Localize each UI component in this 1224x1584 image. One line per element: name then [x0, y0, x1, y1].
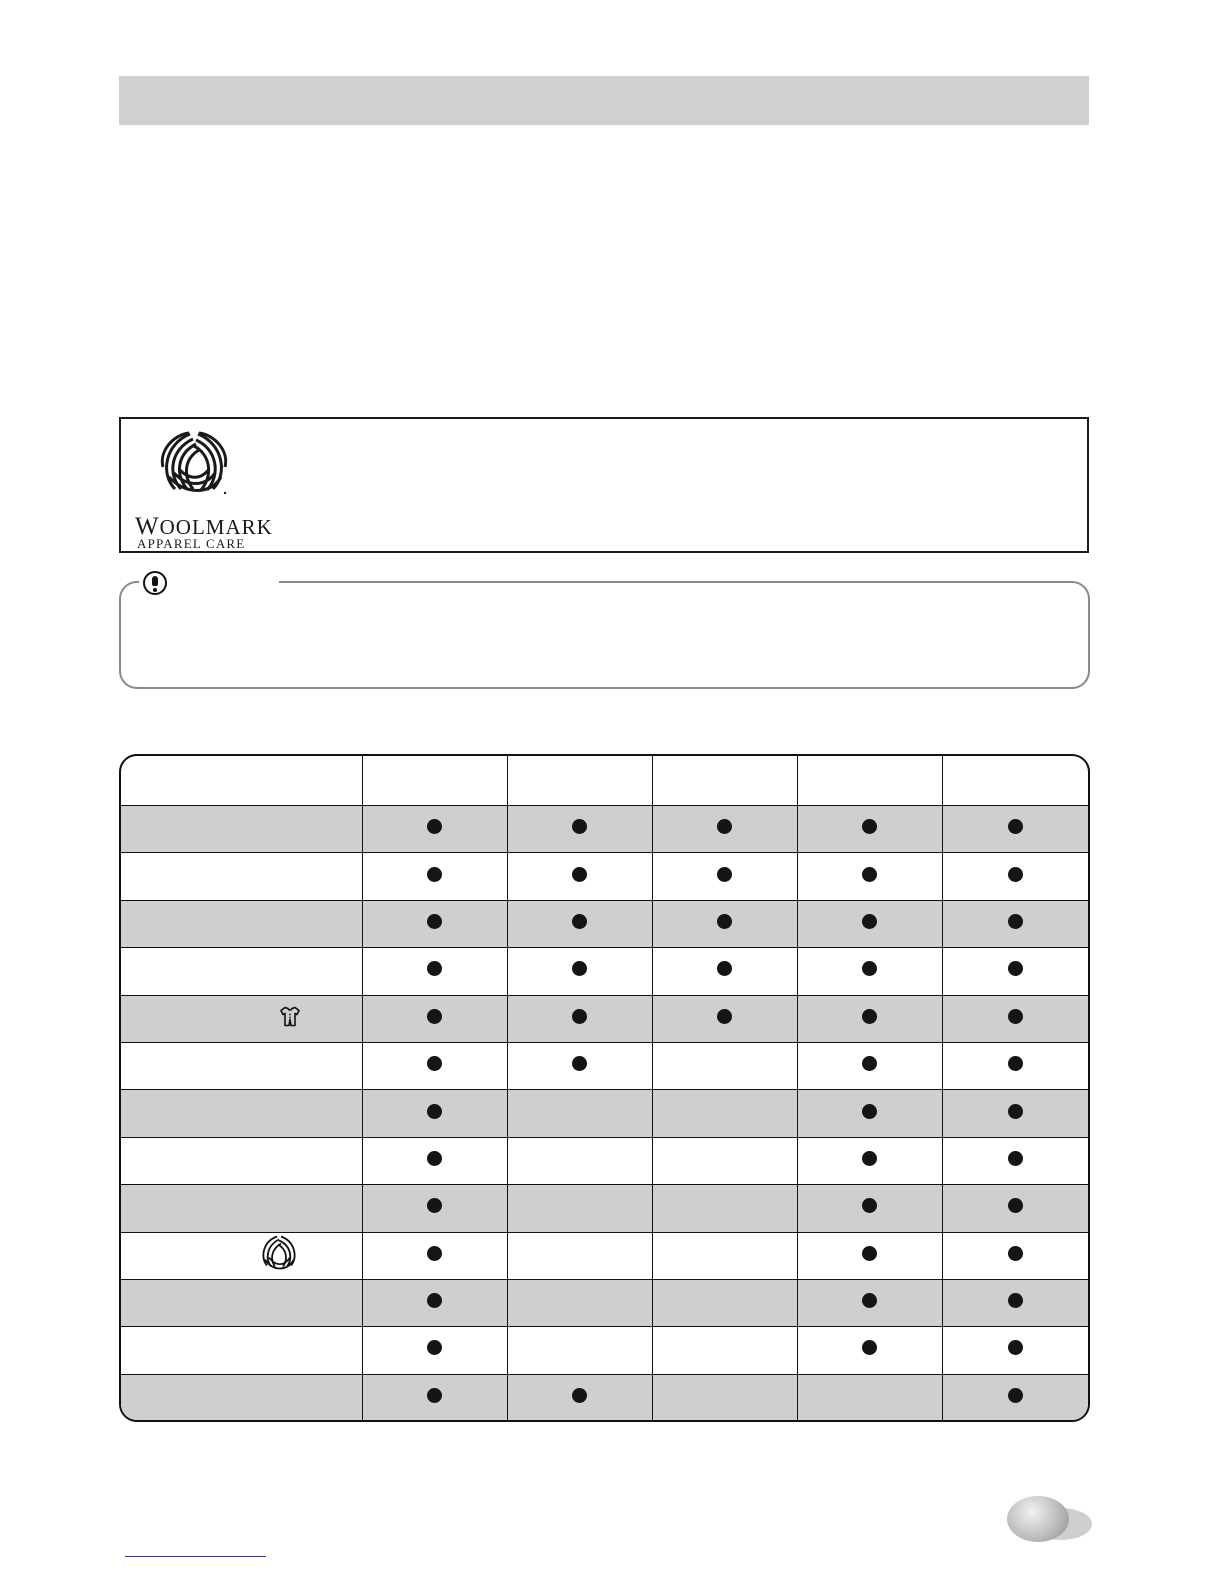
table-row-label-cell — [121, 853, 362, 900]
program-option-table — [119, 754, 1090, 1422]
available-dot-icon — [427, 914, 442, 929]
available-dot-icon — [1008, 914, 1023, 929]
table-cell — [362, 1327, 507, 1374]
available-dot-icon — [1008, 1293, 1023, 1308]
woolmark-brand-text: WOOLMARK — [135, 513, 273, 540]
caution-box — [119, 581, 1090, 689]
table-row — [121, 1279, 1088, 1326]
table-cell — [942, 1232, 1088, 1279]
table-cell — [942, 1374, 1088, 1421]
table-row — [121, 1137, 1088, 1184]
table-cell — [942, 1042, 1088, 1089]
table-cell — [362, 948, 507, 995]
available-dot-icon — [1008, 1009, 1023, 1024]
available-dot-icon — [717, 1009, 732, 1024]
available-dot-icon — [1008, 819, 1023, 834]
baby-clothes-icon — [278, 1005, 302, 1032]
table-cell — [652, 853, 797, 900]
table-row — [121, 995, 1088, 1042]
table-row — [121, 1090, 1088, 1137]
table-row — [121, 1374, 1088, 1421]
available-dot-icon — [427, 1151, 442, 1166]
caution-icon — [143, 571, 167, 595]
available-dot-icon — [1008, 867, 1023, 882]
table-cell — [797, 1042, 942, 1089]
woolmark-icon — [259, 1233, 299, 1278]
table-cell — [362, 1185, 507, 1232]
table-row — [121, 1042, 1088, 1089]
table-cell — [652, 900, 797, 947]
table-row-label-cell — [121, 1137, 362, 1184]
available-dot-icon — [427, 1198, 442, 1213]
available-dot-icon — [862, 1151, 877, 1166]
table-header-cell — [121, 756, 362, 806]
table-cell — [942, 806, 1088, 853]
table-cell — [797, 1279, 942, 1326]
available-dot-icon — [862, 1009, 877, 1024]
table-cell — [942, 948, 1088, 995]
table-row-label-cell — [121, 900, 362, 947]
available-dot-icon — [572, 1056, 587, 1071]
available-dot-icon — [862, 1198, 877, 1213]
available-dot-icon — [1008, 1388, 1023, 1403]
available-dot-icon — [427, 1340, 442, 1355]
available-dot-icon — [717, 819, 732, 834]
table-cell — [652, 995, 797, 1042]
available-dot-icon — [572, 867, 587, 882]
available-dot-icon — [717, 961, 732, 976]
table-row — [121, 1185, 1088, 1232]
table-cell — [652, 1327, 797, 1374]
table-cell — [797, 806, 942, 853]
woolmark-logo — [135, 429, 273, 551]
table-cell — [797, 1374, 942, 1421]
table-row — [121, 1327, 1088, 1374]
available-dot-icon — [1008, 1246, 1023, 1261]
table-cell — [797, 1137, 942, 1184]
table-cell — [652, 948, 797, 995]
table-cell — [507, 1185, 652, 1232]
available-dot-icon — [1008, 1056, 1023, 1071]
table-cell — [652, 1090, 797, 1137]
table-header-cell — [652, 756, 797, 806]
table-cell — [362, 900, 507, 947]
table-cell — [942, 1185, 1088, 1232]
table-cell — [507, 1374, 652, 1421]
available-dot-icon — [427, 961, 442, 976]
table-header-cell — [507, 756, 652, 806]
table-cell — [362, 1137, 507, 1184]
table-cell — [797, 1090, 942, 1137]
available-dot-icon — [862, 1246, 877, 1261]
table-cell — [942, 1327, 1088, 1374]
table-row-label-cell — [121, 806, 362, 853]
table-row-label-cell — [121, 1327, 362, 1374]
available-dot-icon — [572, 914, 587, 929]
woolmark-tagline: APPAREL CARE — [137, 536, 246, 551]
table-cell — [362, 1042, 507, 1089]
table-cell — [362, 1279, 507, 1326]
table-cell — [507, 1279, 652, 1326]
table-cell — [362, 806, 507, 853]
table-cell — [797, 995, 942, 1042]
table-row-label-cell — [121, 1185, 362, 1232]
table-row-label-cell — [121, 1374, 362, 1421]
table-cell — [362, 1374, 507, 1421]
available-dot-icon — [427, 1104, 442, 1119]
table-cell — [507, 1327, 652, 1374]
available-dot-icon — [572, 819, 587, 834]
table-cell — [507, 1232, 652, 1279]
table-cell — [652, 1042, 797, 1089]
available-dot-icon — [862, 1340, 877, 1355]
available-dot-icon — [427, 1293, 442, 1308]
available-dot-icon — [1008, 1198, 1023, 1213]
table-cell — [362, 1090, 507, 1137]
table-cell — [942, 853, 1088, 900]
table-cell — [507, 900, 652, 947]
table-row — [121, 806, 1088, 853]
table-row-label-cell — [121, 1232, 362, 1279]
table-cell — [362, 853, 507, 900]
table-row-label-cell — [121, 1042, 362, 1089]
table-cell — [507, 806, 652, 853]
table-cell — [652, 806, 797, 853]
table-row — [121, 853, 1088, 900]
available-dot-icon — [862, 819, 877, 834]
available-dot-icon — [427, 1388, 442, 1403]
available-dot-icon — [862, 914, 877, 929]
available-dot-icon — [1008, 961, 1023, 976]
available-dot-icon — [717, 867, 732, 882]
table-header-cell — [362, 756, 507, 806]
table-cell — [942, 900, 1088, 947]
section-header-bar — [119, 76, 1089, 125]
page-number-badge — [1007, 1496, 1069, 1542]
table-cell — [942, 1137, 1088, 1184]
table-row — [121, 948, 1088, 995]
table-cell — [797, 1232, 942, 1279]
table-row — [121, 1232, 1088, 1279]
table-cell — [507, 1137, 652, 1184]
available-dot-icon — [862, 1293, 877, 1308]
table-cell — [797, 900, 942, 947]
table-cell — [652, 1232, 797, 1279]
available-dot-icon — [427, 1246, 442, 1261]
table-row-label-cell — [121, 948, 362, 995]
available-dot-icon — [572, 961, 587, 976]
table-row — [121, 900, 1088, 947]
table-header-cell — [797, 756, 942, 806]
table-cell — [942, 1279, 1088, 1326]
available-dot-icon — [1008, 1151, 1023, 1166]
table-cell — [652, 1374, 797, 1421]
table-cell — [507, 1090, 652, 1137]
table-row-label-cell — [121, 1090, 362, 1137]
table-cell — [507, 948, 652, 995]
available-dot-icon — [862, 1056, 877, 1071]
available-dot-icon — [862, 1104, 877, 1119]
table-cell — [797, 948, 942, 995]
table-cell — [797, 853, 942, 900]
table-cell — [652, 1185, 797, 1232]
table-header-cell — [942, 756, 1088, 806]
available-dot-icon — [427, 1056, 442, 1071]
table-row-label-cell — [121, 995, 362, 1042]
table-cell — [942, 995, 1088, 1042]
available-dot-icon — [1008, 1104, 1023, 1119]
available-dot-icon — [572, 1388, 587, 1403]
table-cell — [797, 1327, 942, 1374]
woolmark-icon — [155, 429, 233, 499]
available-dot-icon — [427, 819, 442, 834]
table-row-label-cell — [121, 1279, 362, 1326]
table-cell — [942, 1090, 1088, 1137]
available-dot-icon — [572, 1009, 587, 1024]
table-cell — [362, 995, 507, 1042]
table-cell — [507, 1042, 652, 1089]
available-dot-icon — [427, 1009, 442, 1024]
available-dot-icon — [1008, 1340, 1023, 1355]
table-cell — [507, 995, 652, 1042]
available-dot-icon — [862, 867, 877, 882]
woolmark-notice-box — [119, 417, 1089, 553]
footer-link-line — [125, 1556, 266, 1557]
table-cell — [652, 1279, 797, 1326]
available-dot-icon — [427, 867, 442, 882]
available-dot-icon — [862, 961, 877, 976]
table-cell — [507, 853, 652, 900]
table-cell — [797, 1185, 942, 1232]
table-header-row — [121, 756, 1088, 806]
available-dot-icon — [717, 914, 732, 929]
table-cell — [652, 1137, 797, 1184]
table-cell — [362, 1232, 507, 1279]
